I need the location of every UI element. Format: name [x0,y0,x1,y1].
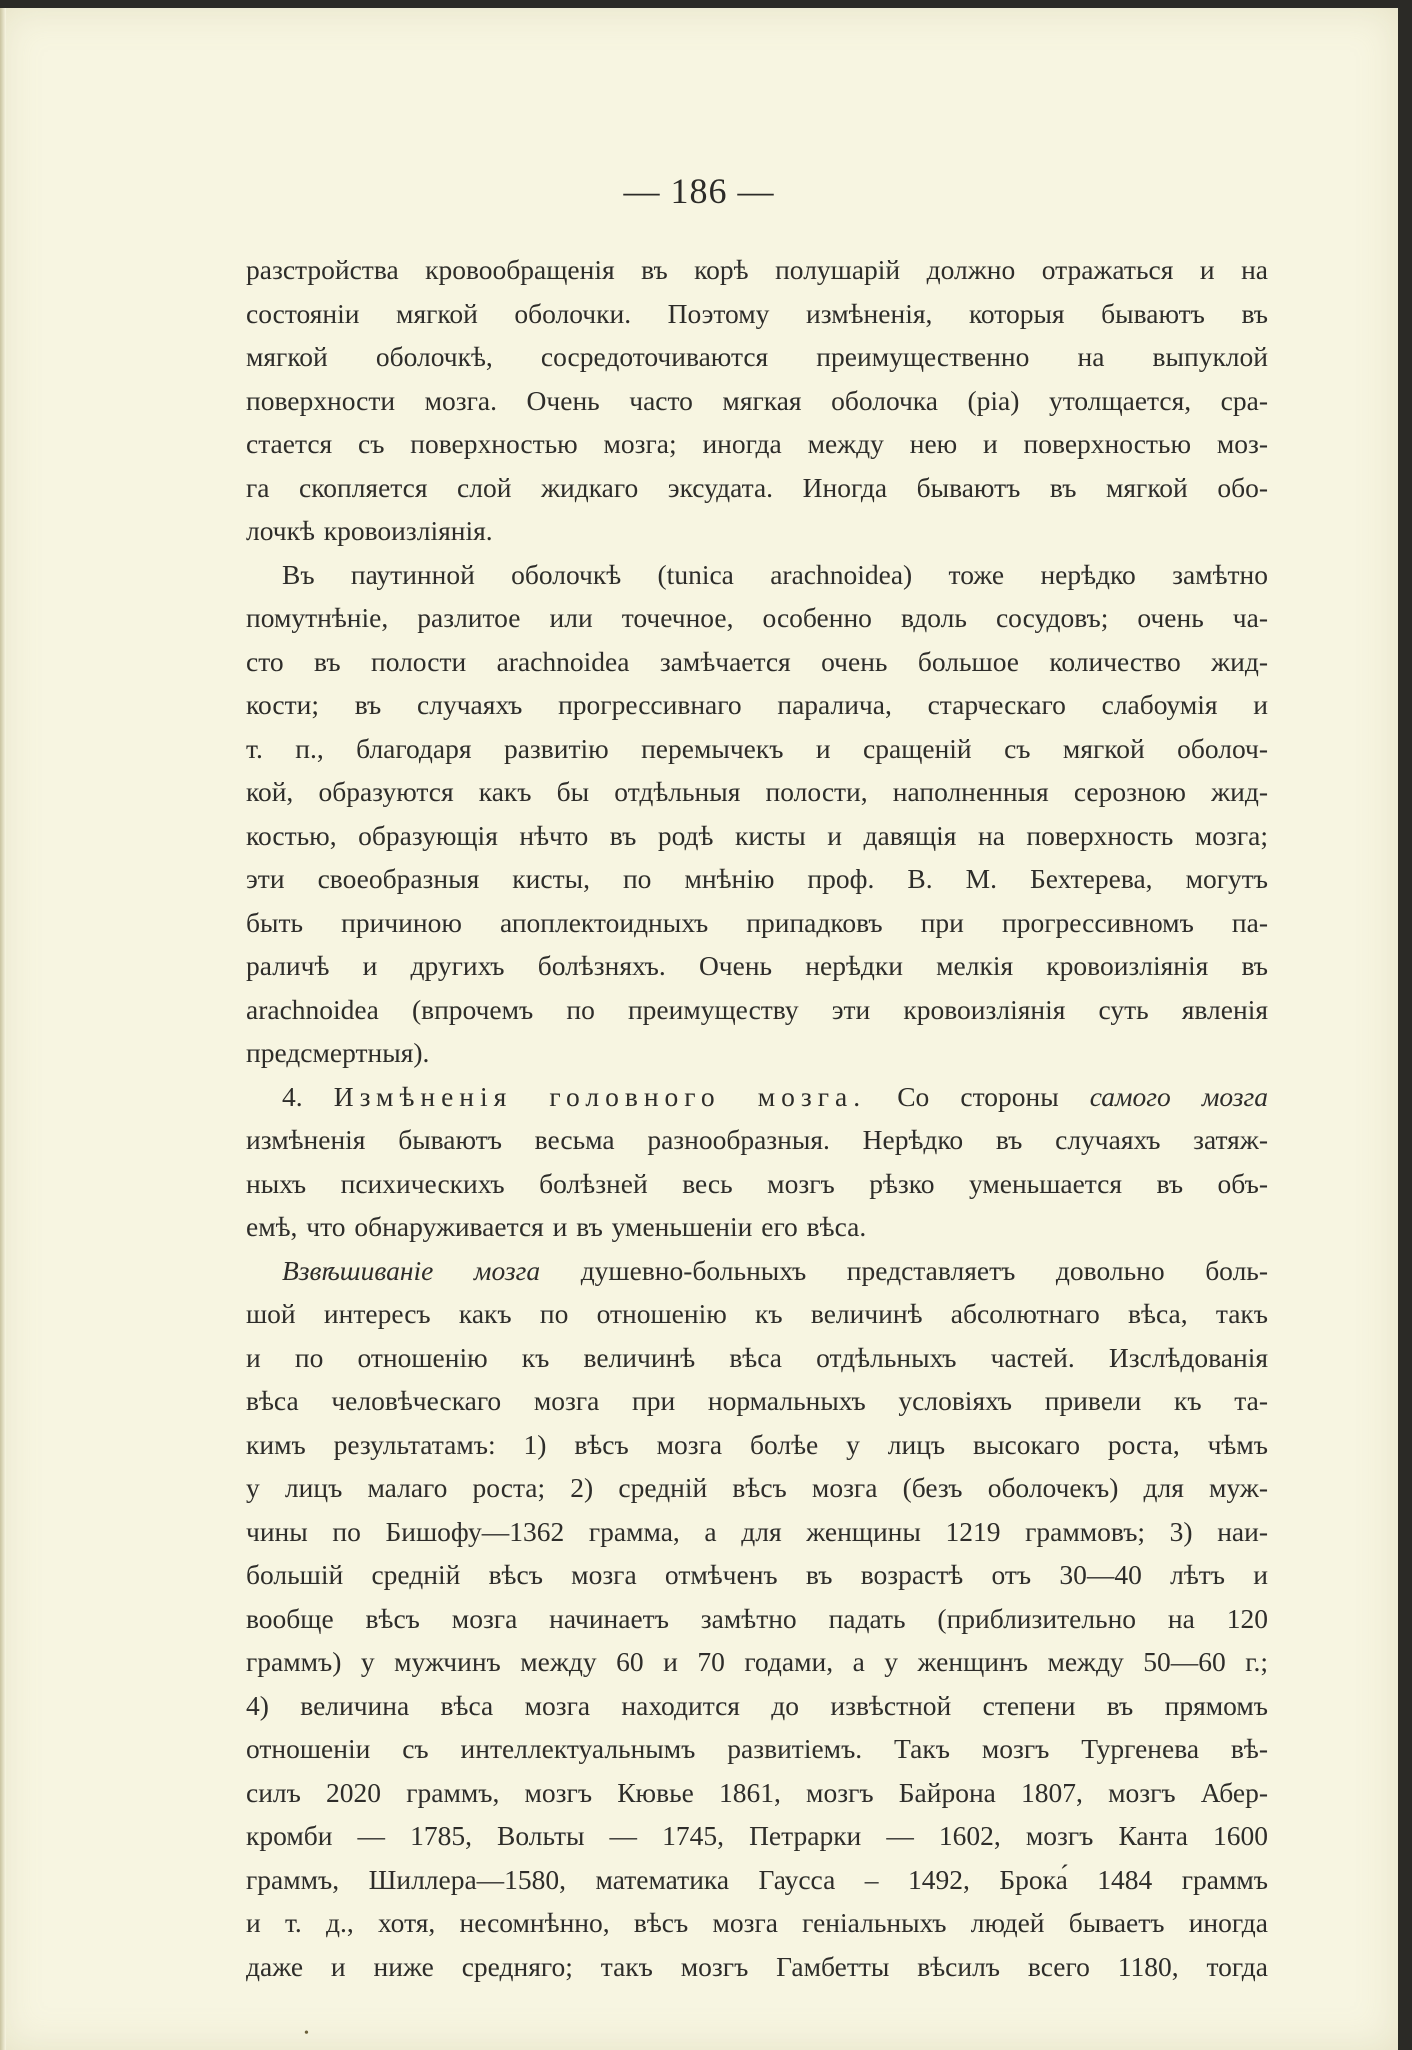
text-line: помутнѣніе, разлитое или точечное, особенно вдоль сосудовъ; очень ча- [246,602,1268,633]
text-line: вообще вѣсъ мозга начинаетъ замѣтно падать (приблизительно на 120 [246,1602,1268,1634]
text-line: измѣненія бываютъ весьма разнообразныя. Нерѣдко въ случаяхъ затяж- [246,1124,1268,1155]
text-line: кимъ результатамъ: 1) вѣсъ мозга болѣе у лицъ высокаго роста, чѣмъ [246,1428,1268,1460]
text-line: и по отношенію къ величинѣ вѣса отдѣльныхъ частей. Изслѣдованія [246,1341,1268,1373]
text-line: arachnoidea (впрочемъ по преимуществу эти кровоизліянія суть явленія [246,993,1268,1025]
text-line: раличѣ и другихъ болѣзняхъ. Очень нерѣдки мелкія кровоизліянія въ [246,950,1268,981]
text-line: большій средній вѣсъ мозга отмѣченъ въ возрастѣ отъ 30—40 лѣтъ и [246,1559,1268,1590]
text-line: силъ 2020 граммъ, мозгъ Кювье 1861, мозгъ Байрона 1807, мозгъ Абер- [246,1776,1268,1808]
text-line: предсмертныя). [246,1037,430,1068]
text-line: быть причиною апоплектоидныхъ припадковъ при прогрессивномъ па- [246,906,1268,938]
text-line: Въ паутинной оболочкѣ (tunica arachnoidea) тоже нерѣдко замѣтно [282,558,1268,590]
text-line: граммъ, Шиллера—1580, математика Гаусса – 1492, Брока́ 1484 граммъ [246,1863,1268,1895]
text-line: кромби — 1785, Вольты — 1745, Петрарки — 1602, мозгъ Канта 1600 [246,1820,1268,1851]
text-line: сто въ полости arachnoidea замѣчается очень большое количество жид- [246,645,1268,677]
body-text [246,248,1268,1988]
text-line: чины по Бишофу—1362 грамма, а для женщины 1219 граммовъ; 3) наи- [246,1515,1268,1547]
text-line: граммъ) у мужчинъ между 60 и 70 годами, а у женщинъ между 50—60 г.; [246,1646,1268,1677]
text-line: поверхности мозга. Очень часто мягкая оболочка (pia) утолщается, сра- [246,384,1268,416]
page-number: — 186 — [623,171,775,211]
text-line: у лицъ малаго роста; 2) средній вѣсъ мозга (безъ оболочекъ) для муж- [246,1472,1268,1503]
lead-text: душевно-больныхъ представляетъ довольно боль- [540,1254,1268,1286]
text-line: емѣ, что обнаруживается и въ уменьшеніи его вѣса. [246,1211,867,1242]
text-line: отношеніи съ интеллектуальнымъ развитіемъ. Такъ мозгъ Тургенева вѣ- [246,1733,1268,1764]
text-line: стается съ поверхностью мозга; иногда между нею и поверхностью моз- [246,428,1268,459]
text-line: кой, образуются какъ бы отдѣльныя полости, наполненныя серозною жид- [246,776,1268,807]
emphasis-text: самого мозга [1089,1080,1268,1112]
text-line: 4) величина вѣса мозга находится до извѣстной степени въ прямомъ [246,1689,1268,1721]
text-line: разстройства кровообращенія въ корѣ полушарій должно отражаться и на [246,254,1268,285]
section-heading-line [246,1075,1268,1119]
text-line: мягкой оболочкѣ, сосредоточиваются преимущественно на выпуклой [246,341,1268,372]
text-line: костью, образующія нѣчто въ родѣ кисты и давящія на поверхность мозга; [246,819,1268,851]
text-line: даже и ниже средняго; такъ мозгъ Гамбетты вѣсилъ всего 1180, тогда [246,1950,1268,1982]
text-line: ныхъ психическихъ болѣзней весь мозгъ рѣзко уменьшается въ объ- [246,1167,1268,1199]
section-number: 4. [282,1080,303,1112]
text-line: кости; въ случаяхъ прогрессивнаго паралича, старческаго слабоумія и [246,689,1268,720]
text-line: вѣса человѣческаго мозга при нормальныхъ условіяхъ привели къ та- [246,1385,1268,1416]
text-line: шой интересъ какъ по отношенію къ величинѣ абсолютнаго вѣса, такъ [246,1298,1268,1329]
ink-speck: • [304,2026,309,2041]
section-title: Измѣненія головного мозга. [333,1080,867,1112]
book-page [0,8,1398,2050]
emphasis-text: Взвѣшиваніе мозга [282,1254,541,1286]
text-line: состояніи мягкой оболочки. Поэтому измѣненія, которыя бываютъ въ [246,297,1268,329]
paragraph-lead-line [246,1249,1268,1293]
page-edge-shadow [0,8,6,2050]
text-line: и т. д., хотя, несомнѣнно, вѣсъ мозга геніальныхъ людей бываетъ иногда [246,1907,1268,1938]
heading-text: Со стороны [866,1080,1090,1112]
text-line: лочкѣ кровоизліянія. [246,515,493,546]
text-line: га скопляется слой жидкаго эксудата. Иногда бываютъ въ мягкой обо- [246,471,1268,503]
text-line: т. п., благодаря развитію перемычекъ и сращеній съ мягкой оболоч- [246,732,1268,764]
text-line: эти своеобразныя кисты, по мнѣнію проф. В. М. Бехтерева, могутъ [246,863,1268,894]
